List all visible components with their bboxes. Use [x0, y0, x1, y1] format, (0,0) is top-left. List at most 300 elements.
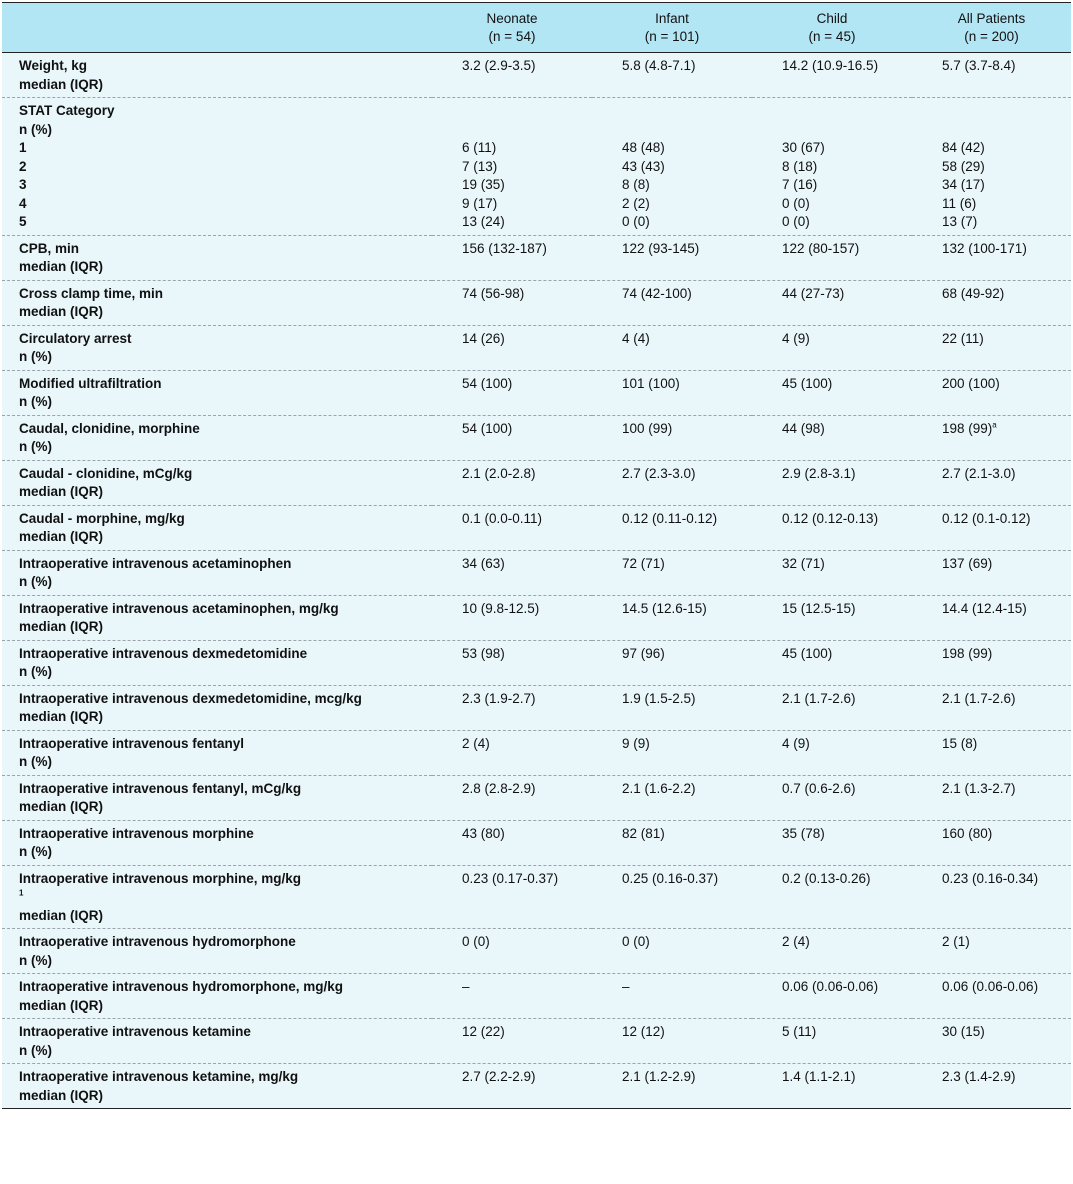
row-label-sub: n (%) — [19, 349, 52, 364]
header-child — [752, 3, 912, 53]
row-label-text: Intraoperative intravenous dexmedetomidine, mcg/kg — [19, 690, 362, 706]
cell-text — [782, 375, 908, 394]
cell-text-value: 14 (26) — [462, 330, 505, 346]
table-container — [2, 2, 1071, 1109]
cell-text — [462, 870, 588, 889]
cell-text — [942, 1068, 1067, 1087]
stat-category-row — [2, 98, 1071, 236]
stat-spacer — [782, 102, 908, 121]
cell-value — [592, 370, 752, 415]
table-row — [2, 53, 1071, 98]
cell-value — [592, 865, 752, 929]
cell-text-value: 200 (100) — [942, 375, 1000, 391]
cell-text — [622, 780, 748, 799]
row-label-sub: n (%) — [19, 121, 52, 137]
cell-text — [942, 978, 1067, 997]
cell-text-value: 2.1 (1.3-2.7) — [942, 780, 1016, 796]
cell-text-value: 1.4 (1.1-2.1) — [782, 1069, 856, 1084]
row-label-sub: median (IQR) — [19, 799, 104, 814]
cell-text — [782, 600, 908, 619]
table-row — [2, 550, 1071, 595]
stat-spacer — [622, 102, 748, 121]
table-row — [2, 325, 1071, 370]
cell-value — [592, 460, 752, 505]
cell-text-value: 0.23 (0.16-0.34) — [942, 870, 1039, 886]
cell-text — [622, 465, 748, 484]
table-row — [2, 1019, 1071, 1064]
cell-text-value: 5.7 (3.7-8.4) — [942, 58, 1016, 73]
cell-text — [622, 1023, 748, 1042]
cell-value — [432, 1019, 592, 1064]
cell-text — [462, 1068, 588, 1087]
data-table — [2, 2, 1071, 1109]
cell-text-value: 100 (99) — [622, 420, 673, 436]
row-label-text: Weight, kg — [19, 58, 88, 73]
row-label-text: Caudal, clonidine, morphine — [19, 420, 200, 436]
row-label-text: Intraoperative intravenous ketamine — [19, 1024, 251, 1039]
cell-text — [942, 420, 1067, 439]
header-n: (n = 45) — [808, 29, 856, 44]
row-label-text: Intraoperative intravenous fentanyl — [19, 735, 245, 751]
cell-text: 58 (29) — [942, 158, 985, 174]
cell-text — [782, 1068, 908, 1087]
cell-text: 8 (8) — [622, 177, 650, 192]
stat-category-number: 2 — [19, 158, 27, 174]
cell-text — [462, 375, 588, 394]
cell-text-value: 12 (12) — [622, 1024, 665, 1039]
cell-text — [782, 510, 908, 529]
cell-text-value: 44 (98) — [782, 420, 825, 436]
cell-value — [432, 865, 592, 929]
cell-text: 2 (2) — [622, 195, 650, 211]
row-label-text: Cross clamp time, min — [19, 285, 164, 301]
row-label-sub: median (IQR) — [19, 709, 104, 724]
cell-text: 11 (6) — [942, 195, 977, 211]
row-label-sub: n (%) — [19, 664, 52, 679]
cell-value — [592, 550, 752, 595]
cell-text-value: 10 (9.8-12.5) — [462, 600, 540, 616]
cell-value — [432, 685, 592, 730]
table-row — [2, 685, 1071, 730]
cell-text — [622, 57, 748, 76]
header-neonate — [432, 3, 592, 53]
cell-text-value: 2.7 (2.2-2.9) — [462, 1069, 536, 1084]
cell-value — [432, 595, 592, 640]
row-label-sub: median (IQR) — [19, 619, 104, 634]
cell-text-value: 2 (4) — [782, 934, 810, 949]
cell-text — [782, 735, 908, 754]
cell-text — [622, 1068, 748, 1087]
cell-text — [782, 690, 908, 709]
cell-text-value: 0.12 (0.12-0.13) — [782, 510, 879, 526]
cell-value — [912, 1019, 1071, 1064]
header-name: Child — [816, 11, 848, 26]
row-label — [2, 53, 432, 98]
row-label-text: Intraoperative intravenous hydromorphone — [19, 934, 296, 949]
cell-text-value: 2.8 (2.8-2.9) — [462, 780, 536, 796]
cell-value — [592, 730, 752, 775]
cell-text — [782, 780, 908, 799]
cell-text — [462, 933, 588, 952]
cell-value — [752, 685, 912, 730]
cell-value — [592, 415, 752, 460]
row-label — [2, 370, 432, 415]
cell-text-value: 14.2 (10.9-16.5) — [782, 58, 879, 73]
cell-value — [752, 460, 912, 505]
cell-value — [752, 595, 912, 640]
cell-value — [912, 820, 1071, 865]
row-label-text: Intraoperative intravenous fentanyl, mCg/kg — [19, 780, 302, 796]
cell-value — [432, 730, 592, 775]
row-label-sub: n (%) — [19, 844, 52, 859]
cell-text-value: 2.1 (1.7-2.6) — [782, 690, 856, 706]
row-label — [2, 1019, 432, 1064]
cell-value — [592, 53, 752, 98]
label-footnote: 1 — [19, 888, 24, 898]
cell-text — [782, 870, 908, 889]
header-all-patients — [912, 3, 1071, 53]
row-label-text: Intraoperative intravenous dexmedetomidine — [19, 645, 308, 661]
cell-text-value: 0.7 (0.6-2.6) — [782, 780, 856, 796]
cell-text-value: 32 (71) — [782, 555, 825, 571]
cell-text-value: 2.1 (1.2-2.9) — [622, 1069, 696, 1084]
cell-text-value: 12 (22) — [462, 1024, 505, 1039]
cell-text-value: 2.9 (2.8-3.1) — [782, 465, 856, 481]
cell-value — [912, 775, 1071, 820]
cell-text — [462, 465, 588, 484]
cell-text-value: 1.9 (1.5-2.5) — [622, 690, 696, 706]
cell-text: 8 (18) — [782, 158, 818, 174]
cell-text — [782, 465, 908, 484]
table-row — [2, 280, 1071, 325]
cell-value — [592, 235, 752, 280]
cell-value — [592, 98, 752, 236]
cell-value — [752, 325, 912, 370]
cell-value — [752, 730, 912, 775]
cell-value — [912, 640, 1071, 685]
cell-text-value: 2.3 (1.4-2.9) — [942, 1069, 1016, 1084]
stat-spacer — [942, 121, 1067, 140]
table-row — [2, 929, 1071, 974]
cell-value — [912, 1064, 1071, 1109]
cell-text-value: – — [622, 979, 630, 994]
cell-value — [752, 550, 912, 595]
row-label-text: Intraoperative intravenous acetaminophen — [19, 555, 292, 571]
cell-text — [942, 285, 1067, 304]
row-label — [2, 415, 432, 460]
header-row — [2, 3, 1071, 53]
row-label — [2, 505, 432, 550]
cell-value — [912, 325, 1071, 370]
cell-text: 30 (67) — [782, 140, 825, 155]
row-label — [2, 325, 432, 370]
cell-text-value: 122 (93-145) — [622, 240, 700, 256]
table-row — [2, 1064, 1071, 1109]
cell-text — [462, 978, 588, 997]
cell-value — [912, 929, 1071, 974]
cell-text — [942, 510, 1067, 529]
cell-text-value: 54 (100) — [462, 375, 513, 391]
cell-value — [432, 415, 592, 460]
cell-text-value: 45 (100) — [782, 375, 833, 391]
cell-value — [432, 775, 592, 820]
cell-text — [942, 330, 1067, 349]
cell-value — [432, 280, 592, 325]
cell-value — [912, 235, 1071, 280]
header-name: All Patients — [957, 11, 1026, 26]
cell-value — [912, 730, 1071, 775]
cell-text: 7 (13) — [462, 158, 498, 174]
cell-value — [592, 640, 752, 685]
cell-text — [942, 57, 1067, 76]
cell-value — [592, 595, 752, 640]
cell-value — [912, 415, 1071, 460]
cell-text — [462, 1023, 588, 1042]
cell-value — [432, 53, 592, 98]
row-label-text: Intraoperative intravenous hydromorphone, mg/kg — [19, 979, 344, 994]
cell-text-value: 2.3 (1.9-2.7) — [462, 690, 536, 706]
row-label-sub: n (%) — [19, 754, 52, 769]
row-label-text: Caudal - morphine, mg/kg — [19, 510, 185, 526]
row-label-sub: median (IQR) — [19, 259, 104, 274]
cell-value — [912, 865, 1071, 929]
cell-text-value: – — [462, 979, 470, 994]
cell-text — [782, 825, 908, 844]
cell-text: 19 (35) — [462, 177, 505, 192]
cell-text — [462, 780, 588, 799]
cell-text — [462, 510, 588, 529]
cell-text-value: 4 (4) — [622, 330, 650, 346]
cell-text — [462, 555, 588, 574]
table-row — [2, 235, 1071, 280]
cell-text — [622, 240, 748, 259]
row-label-sub: n (%) — [19, 439, 52, 454]
cell-text — [782, 1023, 908, 1042]
row-label — [2, 929, 432, 974]
cell-text-value: 4 (9) — [782, 735, 810, 751]
cell-text-value: 97 (96) — [622, 645, 665, 661]
stat-category-number: 5 — [19, 214, 27, 229]
cell-value — [752, 1064, 912, 1109]
cell-text — [942, 600, 1067, 619]
header-n: (n = 54) — [488, 29, 536, 44]
cell-text-value: 2.1 (1.7-2.6) — [942, 690, 1016, 706]
cell-text — [942, 240, 1067, 259]
row-label-sub: n (%) — [19, 574, 52, 589]
stat-category-number: 3 — [19, 177, 27, 192]
cell-value — [432, 235, 592, 280]
row-label-text: CPB, min — [19, 240, 80, 256]
cell-text-value: 35 (78) — [782, 825, 825, 841]
row-label — [2, 1064, 432, 1109]
cell-text-value: 72 (71) — [622, 555, 665, 571]
table-row — [2, 460, 1071, 505]
table-body — [2, 53, 1071, 1109]
cell-text: 0 (0) — [782, 214, 810, 229]
cell-value — [592, 685, 752, 730]
row-label-text: Modified ultrafiltration — [19, 375, 162, 391]
cell-text-value: 2 (4) — [462, 735, 490, 751]
cell-value — [752, 235, 912, 280]
cell-text-value: 137 (69) — [942, 555, 993, 571]
table-row — [2, 595, 1071, 640]
cell-text-value: 2.1 (1.6-2.2) — [622, 780, 696, 796]
cell-text-value: 0 (0) — [462, 934, 490, 949]
cell-text — [622, 690, 748, 709]
cell-value — [592, 820, 752, 865]
cell-text — [462, 735, 588, 754]
cell-value — [912, 685, 1071, 730]
cell-text-value: 0.12 (0.11-0.12) — [622, 510, 718, 526]
cell-text: 34 (17) — [942, 177, 985, 192]
cell-text — [942, 825, 1067, 844]
row-label-sub: median (IQR) — [19, 529, 104, 544]
row-label — [2, 974, 432, 1019]
row-label-text: Caudal - clonidine, mCg/kg — [19, 465, 193, 481]
row-label — [2, 550, 432, 595]
cell-value — [752, 865, 912, 929]
cell-value — [592, 775, 752, 820]
cell-value — [432, 640, 592, 685]
cell-text — [462, 285, 588, 304]
cell-text — [782, 285, 908, 304]
cell-text-value: 3.2 (2.9-3.5) — [462, 58, 536, 73]
cell-text: 84 (42) — [942, 140, 985, 155]
cell-text-value: 156 (132-187) — [462, 240, 547, 256]
stat-category-number: 4 — [19, 195, 27, 211]
header-name: Neonate — [486, 11, 538, 26]
cell-text — [942, 645, 1067, 664]
cell-text — [622, 330, 748, 349]
row-label-sub: median (IQR) — [19, 484, 104, 499]
row-label-sub: n (%) — [19, 952, 52, 968]
cell-text-value: 0.1 (0.0-0.11) — [462, 510, 543, 526]
header-name: Infant — [655, 11, 689, 26]
header-n: (n = 200) — [964, 29, 1019, 44]
cell-text-value: 0.23 (0.17-0.37) — [462, 870, 559, 886]
cell-text — [942, 690, 1067, 709]
row-label-text: Intraoperative intravenous morphine, mg/kg — [19, 870, 302, 886]
row-label — [2, 595, 432, 640]
row-label — [2, 685, 432, 730]
row-label — [2, 235, 432, 280]
table-row — [2, 415, 1071, 460]
row-label — [2, 865, 432, 929]
cell-text-value: 0.12 (0.1-0.12) — [942, 510, 1031, 526]
cell-text-value: 53 (98) — [462, 645, 505, 661]
row-label — [2, 640, 432, 685]
cell-text — [622, 933, 748, 952]
cell-text-value: 2.7 (2.3-3.0) — [622, 465, 696, 481]
stat-spacer — [942, 102, 1067, 121]
cell-value — [432, 460, 592, 505]
cell-text-value: 30 (15) — [942, 1024, 985, 1039]
cell-text: 0 (0) — [782, 195, 810, 211]
row-label-sub: median (IQR) — [19, 1087, 104, 1103]
cell-value — [592, 505, 752, 550]
cell-text-value: 132 (100-171) — [942, 240, 1027, 256]
cell-text — [622, 600, 748, 619]
table-row — [2, 820, 1071, 865]
cell-value — [912, 53, 1071, 98]
cell-value — [752, 280, 912, 325]
row-label — [2, 98, 432, 236]
table-row — [2, 640, 1071, 685]
row-label — [2, 775, 432, 820]
cell-value — [752, 53, 912, 98]
cell-value — [752, 974, 912, 1019]
cell-text — [782, 645, 908, 664]
cell-text-value: 5.8 (4.8-7.1) — [622, 58, 696, 73]
cell-text — [782, 933, 908, 952]
cell-text — [782, 240, 908, 259]
cell-value — [912, 98, 1071, 236]
cell-text — [942, 555, 1067, 574]
cell-value — [752, 1019, 912, 1064]
cell-value — [432, 370, 592, 415]
cell-value — [752, 775, 912, 820]
row-label-sub: median (IQR) — [19, 304, 104, 319]
cell-text — [622, 645, 748, 664]
row-label-text: Intraoperative intravenous acetaminophen, mg/kg — [19, 600, 339, 616]
cell-text-value: 15 (8) — [942, 735, 978, 751]
cell-text — [942, 375, 1067, 394]
cell-text-value: 43 (80) — [462, 825, 505, 841]
cell-text-value: 160 (80) — [942, 825, 993, 841]
cell-value — [592, 1019, 752, 1064]
cell-value — [752, 98, 912, 236]
cell-text — [622, 420, 748, 439]
cell-value — [912, 370, 1071, 415]
cell-text: 43 (43) — [622, 158, 665, 174]
cell-value — [912, 974, 1071, 1019]
cell-text-value: 2.7 (2.1-3.0) — [942, 465, 1016, 481]
cell-text-value: 122 (80-157) — [782, 240, 860, 256]
cell-value — [912, 505, 1071, 550]
table-row — [2, 775, 1071, 820]
cell-value — [432, 929, 592, 974]
cell-value — [432, 325, 592, 370]
cell-value — [592, 280, 752, 325]
cell-text — [622, 285, 748, 304]
cell-text — [462, 57, 588, 76]
cell-text — [622, 735, 748, 754]
cell-text-value: 101 (100) — [622, 375, 680, 391]
cell-value — [432, 1064, 592, 1109]
row-label-text: Intraoperative intravenous morphine — [19, 825, 254, 841]
cell-text-value: 0.06 (0.06-0.06) — [942, 979, 1039, 994]
cell-value — [752, 640, 912, 685]
cell-text — [462, 690, 588, 709]
cell-text-value: 54 (100) — [462, 420, 513, 436]
cell-text: 7 (16) — [782, 177, 818, 192]
cell-text-value: 2.1 (2.0-2.8) — [462, 465, 536, 481]
cell-text-value: 14.4 (12.4-15) — [942, 600, 1027, 616]
cell-value — [432, 974, 592, 1019]
cell-text: 6 (11) — [462, 140, 497, 155]
cell-text — [782, 420, 908, 439]
row-label-sub: median (IQR) — [19, 997, 104, 1013]
cell-text-value: 82 (81) — [622, 825, 665, 841]
cell-text — [782, 330, 908, 349]
cell-text: 9 (17) — [462, 195, 498, 211]
cell-text-value: 2 (1) — [942, 934, 970, 949]
cell-value — [752, 505, 912, 550]
cell-text: 13 (24) — [462, 214, 505, 229]
cell-text — [622, 825, 748, 844]
cell-text — [622, 375, 748, 394]
cell-value — [592, 1064, 752, 1109]
